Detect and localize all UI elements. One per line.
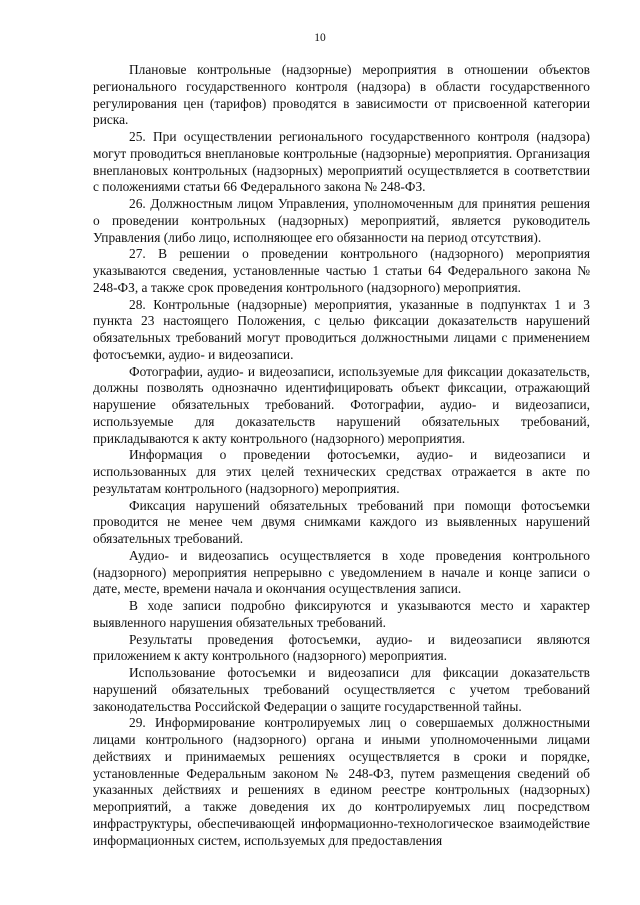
paragraph-27: 27. В решении о проведении контрольного (надзорного) мероприятия указываются сведения, установленные частью 1 статьи 64 Федерального закона № 248-ФЗ, а также срок проведения контрольного (надзорного) мероприятия. <box>93 246 590 295</box>
paragraph-26: 26. Должностным лицом Управления, уполномоченным для принятия решения о проведении контрольных (надзорных) мероприятий, является руководитель Управления (либо лицо, исполняющее его обязанности на период отсутствия). <box>93 196 590 245</box>
paragraph-photo-evidence: Фотографии, аудио- и видеозаписи, используемые для фиксации доказательств, должны позволять однозначно идентифицировать объект фиксации, отражающий нарушение обязательных требований. Фотографии, аудио- и видеозаписи, используемые для доказательств нарушений обязательных требований, прикладываются к акту контрольного (надзорного) мероприятия. <box>93 363 590 446</box>
paragraph-29: 29. Информирование контролируемых лиц о совершаемых должностными лицами контрольного (надзорного) органа и иными уполномоченными лицами действиях и принимаемых решениях осуществляется в сроки и порядке, установленные Федеральным законом № 248-ФЗ, путем размещения сведений об указанных действиях и решениях в едином реестре контрольных (надзорных) мероприятий, а также доведения их до контролируемых лиц посредством инфраструктуры, обеспечивающей информационно-технологическое взаимодействие информационных систем, используемых для предоставления <box>93 715 590 848</box>
paragraph-recording-details: В ходе записи подробно фиксируются и указываются место и характер выявленного нарушения обязательных требований. <box>93 598 590 630</box>
paragraph-28: 28. Контрольные (надзорные) мероприятия, указанные в подпунктах 1 и 3 пункта 23 настоящего Положения, с целью фиксации доказательств нарушений обязательных требований могут проводиться должностными лицами с применением фотосъемки, аудио- и видеозаписи. <box>93 296 590 362</box>
paragraph-results-attachment: Результаты проведения фотосъемки, аудио- и видеозаписи являются приложением к акту контрольного (надзорного) мероприятия. <box>93 631 590 664</box>
paragraph-25: 25. При осуществлении регионального государственного контроля (надзора) могут проводиться внеплановые контрольные (надзорные) мероприятия. Организация внеплановых контрольных (надзорных) мероприятий осуществляется в соответствии с положениями статьи 66 Федерального закона № 248-ФЗ. <box>93 129 590 195</box>
document-body <box>93 62 590 849</box>
paragraph-state-secret: Использование фотосъемки и видеозаписи для фиксации доказательств нарушений обязательных требований осуществляется с учетом требований законодательства Российской Федерации о защите государственной тайны. <box>93 665 590 714</box>
paragraph-recording-info: Информация о проведении фотосъемки, аудио- и видеозаписи и использованных для этих целей технических средствах отражается в акте по результатам контрольного (надзорного) мероприятия. <box>93 447 590 496</box>
paragraph-audio-video: Аудио- и видеозапись осуществляется в ходе проведения контрольного (надзорного) мероприятия непрерывно с уведомлением в начале и конце записи о дате, месте, времени начала и окончания осуществления записи. <box>93 547 590 597</box>
paragraph-planned-measures: Плановые контрольные (надзорные) мероприятия в отношении объектов регионального государственного контроля (надзора) в области государственного регулирования цен (тарифов) проводятся в зависимости от присвоенной категории риска. <box>93 62 590 128</box>
paragraph-photo-fixation: Фиксация нарушений обязательных требований при помощи фотосъемки проводится не менее чем двумя снимками каждого из выявленных нарушений обязательных требований. <box>93 497 590 546</box>
page-number: 10 <box>314 32 326 44</box>
